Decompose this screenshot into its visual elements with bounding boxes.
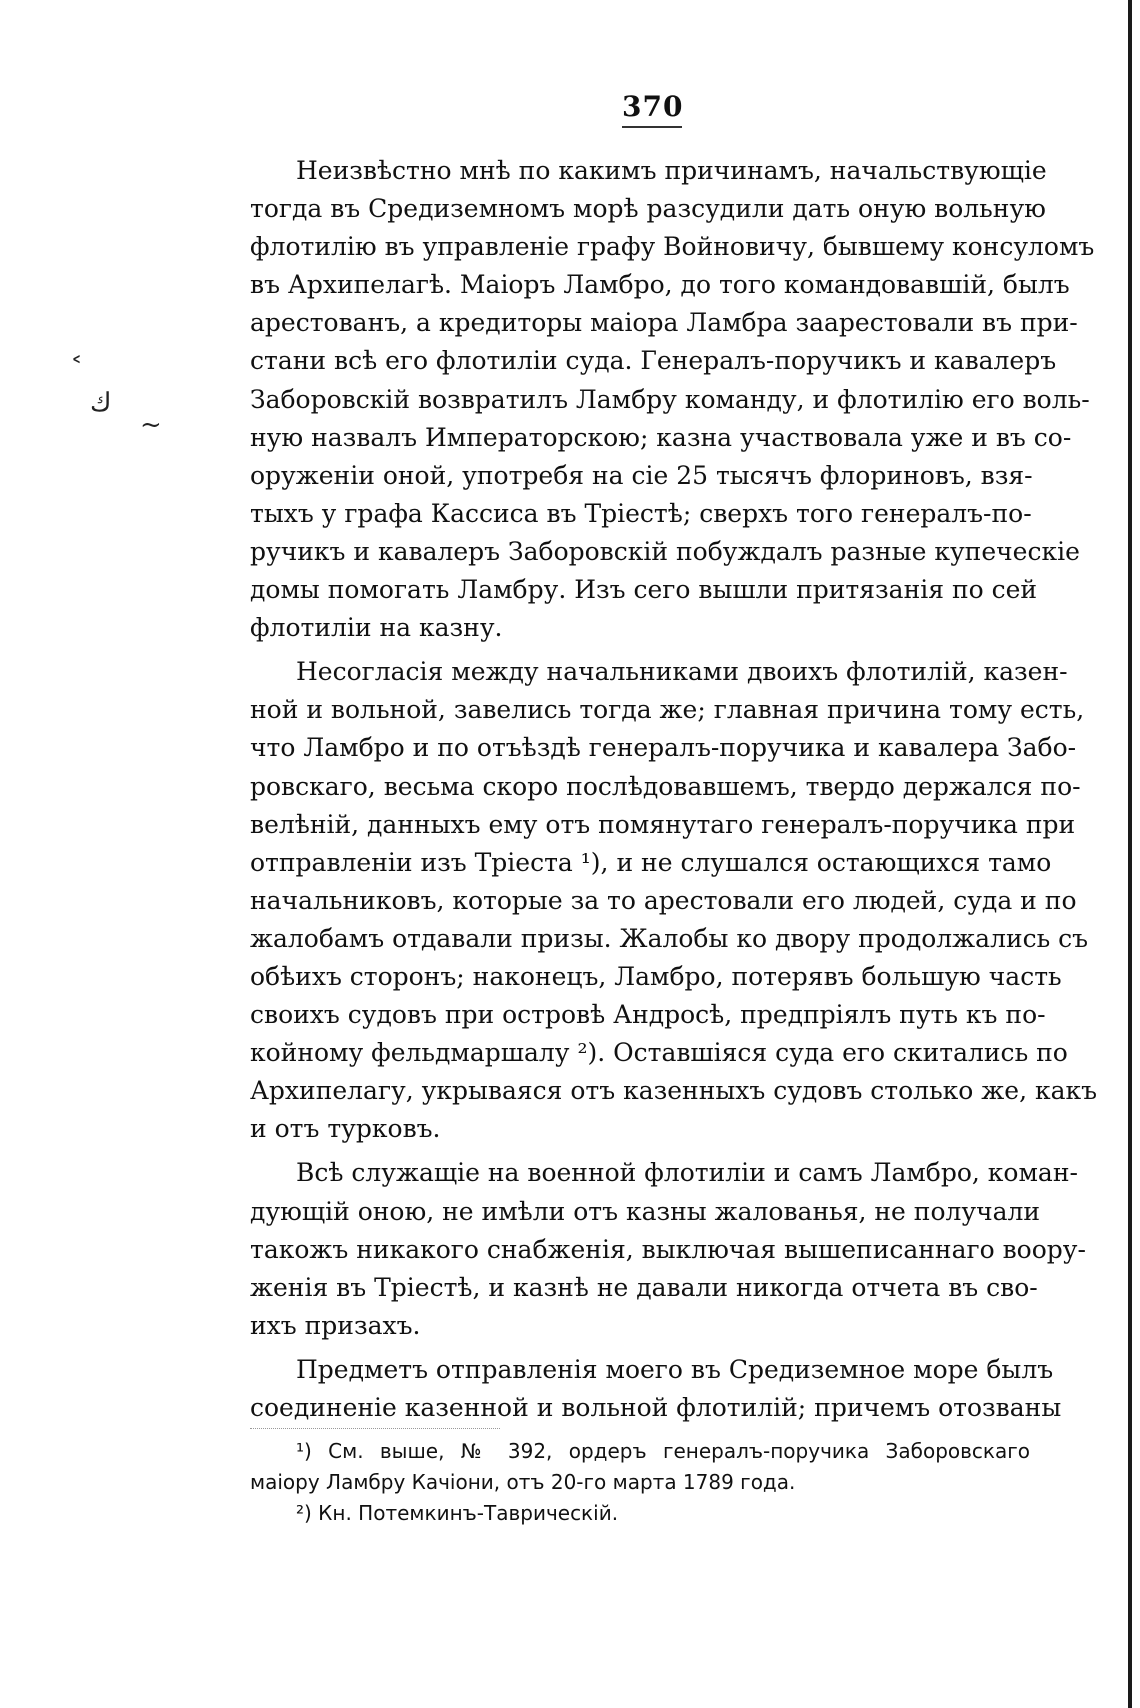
paragraph <box>250 653 1098 1148</box>
paragraph <box>250 1154 1086 1344</box>
text-line: обѣихъ сторонъ; наконецъ, Ламбро, потерявъ большую часть <box>250 961 1062 991</box>
text-line: ровскаго, весьма скоро послѣдовавшемъ, твердо держался по- <box>250 771 1081 801</box>
footnotes <box>250 1436 1030 1529</box>
text-line: тогда въ Средиземномъ морѣ разсудили дать оную вольную <box>250 194 1046 224</box>
footnote-line: ²) Кн. Потемкинъ-Таврическій. <box>296 1501 619 1525</box>
text-line: ручикъ и кавалеръ Заборовскій побуждалъ разные купеческіе <box>250 536 1080 566</box>
text-line: койному фельдмаршалу ²). Оставшіяся суда его скитались по <box>250 1038 1068 1068</box>
text-line: стани всѣ его флотиліи суда. Генералъ-поручикъ и кавалеръ <box>250 346 1057 376</box>
text-line: тыхъ у графа Кассиса въ Тріестѣ; сверхъ того генералъ-по- <box>250 498 1032 528</box>
text-line: флотилію въ управленіе графу Войновичу, бывшему консуломъ <box>250 232 1095 262</box>
margin-mark: ك <box>90 388 112 418</box>
page-number: 370 <box>622 90 684 123</box>
page-edge-rule <box>1128 0 1132 1708</box>
text-line: ихъ призахъ. <box>250 1310 421 1340</box>
text-line: женія въ Тріестѣ, и казнѣ не давали никогда отчета въ сво- <box>250 1272 1038 1302</box>
text-line: Несогласія между начальниками двоихъ флотилій, казен- <box>296 657 1068 687</box>
text-line: и отъ турковъ. <box>250 1114 441 1144</box>
text-line: что Ламбро и по отъѣздѣ генералъ-поручика и кавалера Забо- <box>250 733 1077 763</box>
margin-mark: ˂ <box>70 354 83 384</box>
text-line: велѣній, данныхъ ему отъ помянутаго генералъ-поручика при <box>250 809 1076 839</box>
text-line: начальниковъ, которые за то арестовали его людей, суда и по <box>250 885 1077 915</box>
page-number-underline <box>622 126 682 128</box>
text-line: такожъ никакого снабженія, выключая вышеписаннаго воору- <box>250 1234 1086 1264</box>
text-line: флотиліи на казну. <box>250 613 503 643</box>
text-line: Неизвѣстно мнѣ по какимъ причинамъ, начальствующіе <box>296 156 1047 185</box>
text-line: Архипелагу, укрываяся отъ казенныхъ судовъ столько же, какъ <box>250 1076 1098 1106</box>
text-line: ной и вольной, завелись тогда же; главная причина тому есть, <box>250 695 1085 725</box>
text-line: Предметъ отправленія моего въ Средиземное море былъ <box>296 1354 1054 1384</box>
text-line: въ Архипелагѣ. Маіоръ Ламбро, до того командовавшій, былъ <box>250 270 1070 300</box>
main-text <box>250 152 1098 1433</box>
text-line: отправленіи изъ Тріеста ¹), и не слушался остающихся тамо <box>250 847 1052 877</box>
paragraph <box>250 152 1095 647</box>
footnote-separator <box>250 1428 500 1429</box>
margin-mark: ~ <box>140 410 162 440</box>
footnote-line: маіору Ламбру Качіони, отъ 20-го марта 1789 года. <box>250 1470 796 1494</box>
paragraph <box>250 1351 1062 1427</box>
text-line: домы помогать Ламбру. Изъ сего вышли притязанія по сей <box>250 575 1038 605</box>
footnote-line: ¹) См. выше, № 392, ордеръ генералъ-поручика Заборовскаго <box>296 1439 1030 1463</box>
text-line: жалобамъ отдавали призы. Жалобы ко двору продолжались съ <box>250 923 1089 953</box>
text-line: оруженіи оной, употребя на сіе 25 тысячъ флориновъ, взя- <box>250 460 1033 490</box>
text-line: Заборовскій возвратилъ Ламбру команду, и флотилію его воль- <box>250 384 1090 414</box>
text-line: дующій оною, не имѣли отъ казны жалованья, не получали <box>250 1196 1041 1226</box>
text-line: Всѣ служащіе на военной флотиліи и самъ Ламбро, коман- <box>296 1158 1078 1188</box>
text-line: своихъ судовъ при островѣ Андросѣ, предпріялъ путь къ по- <box>250 1000 1046 1030</box>
text-line: арестованъ, а кредиторы маіора Ламбра заарестовали въ при- <box>250 308 1078 338</box>
text-line: соединеніе казенной и вольной флотилій; причемъ отозваны <box>250 1393 1062 1422</box>
text-line: ную назвалъ Императорскою; казна участвовала уже и въ со- <box>250 422 1072 452</box>
